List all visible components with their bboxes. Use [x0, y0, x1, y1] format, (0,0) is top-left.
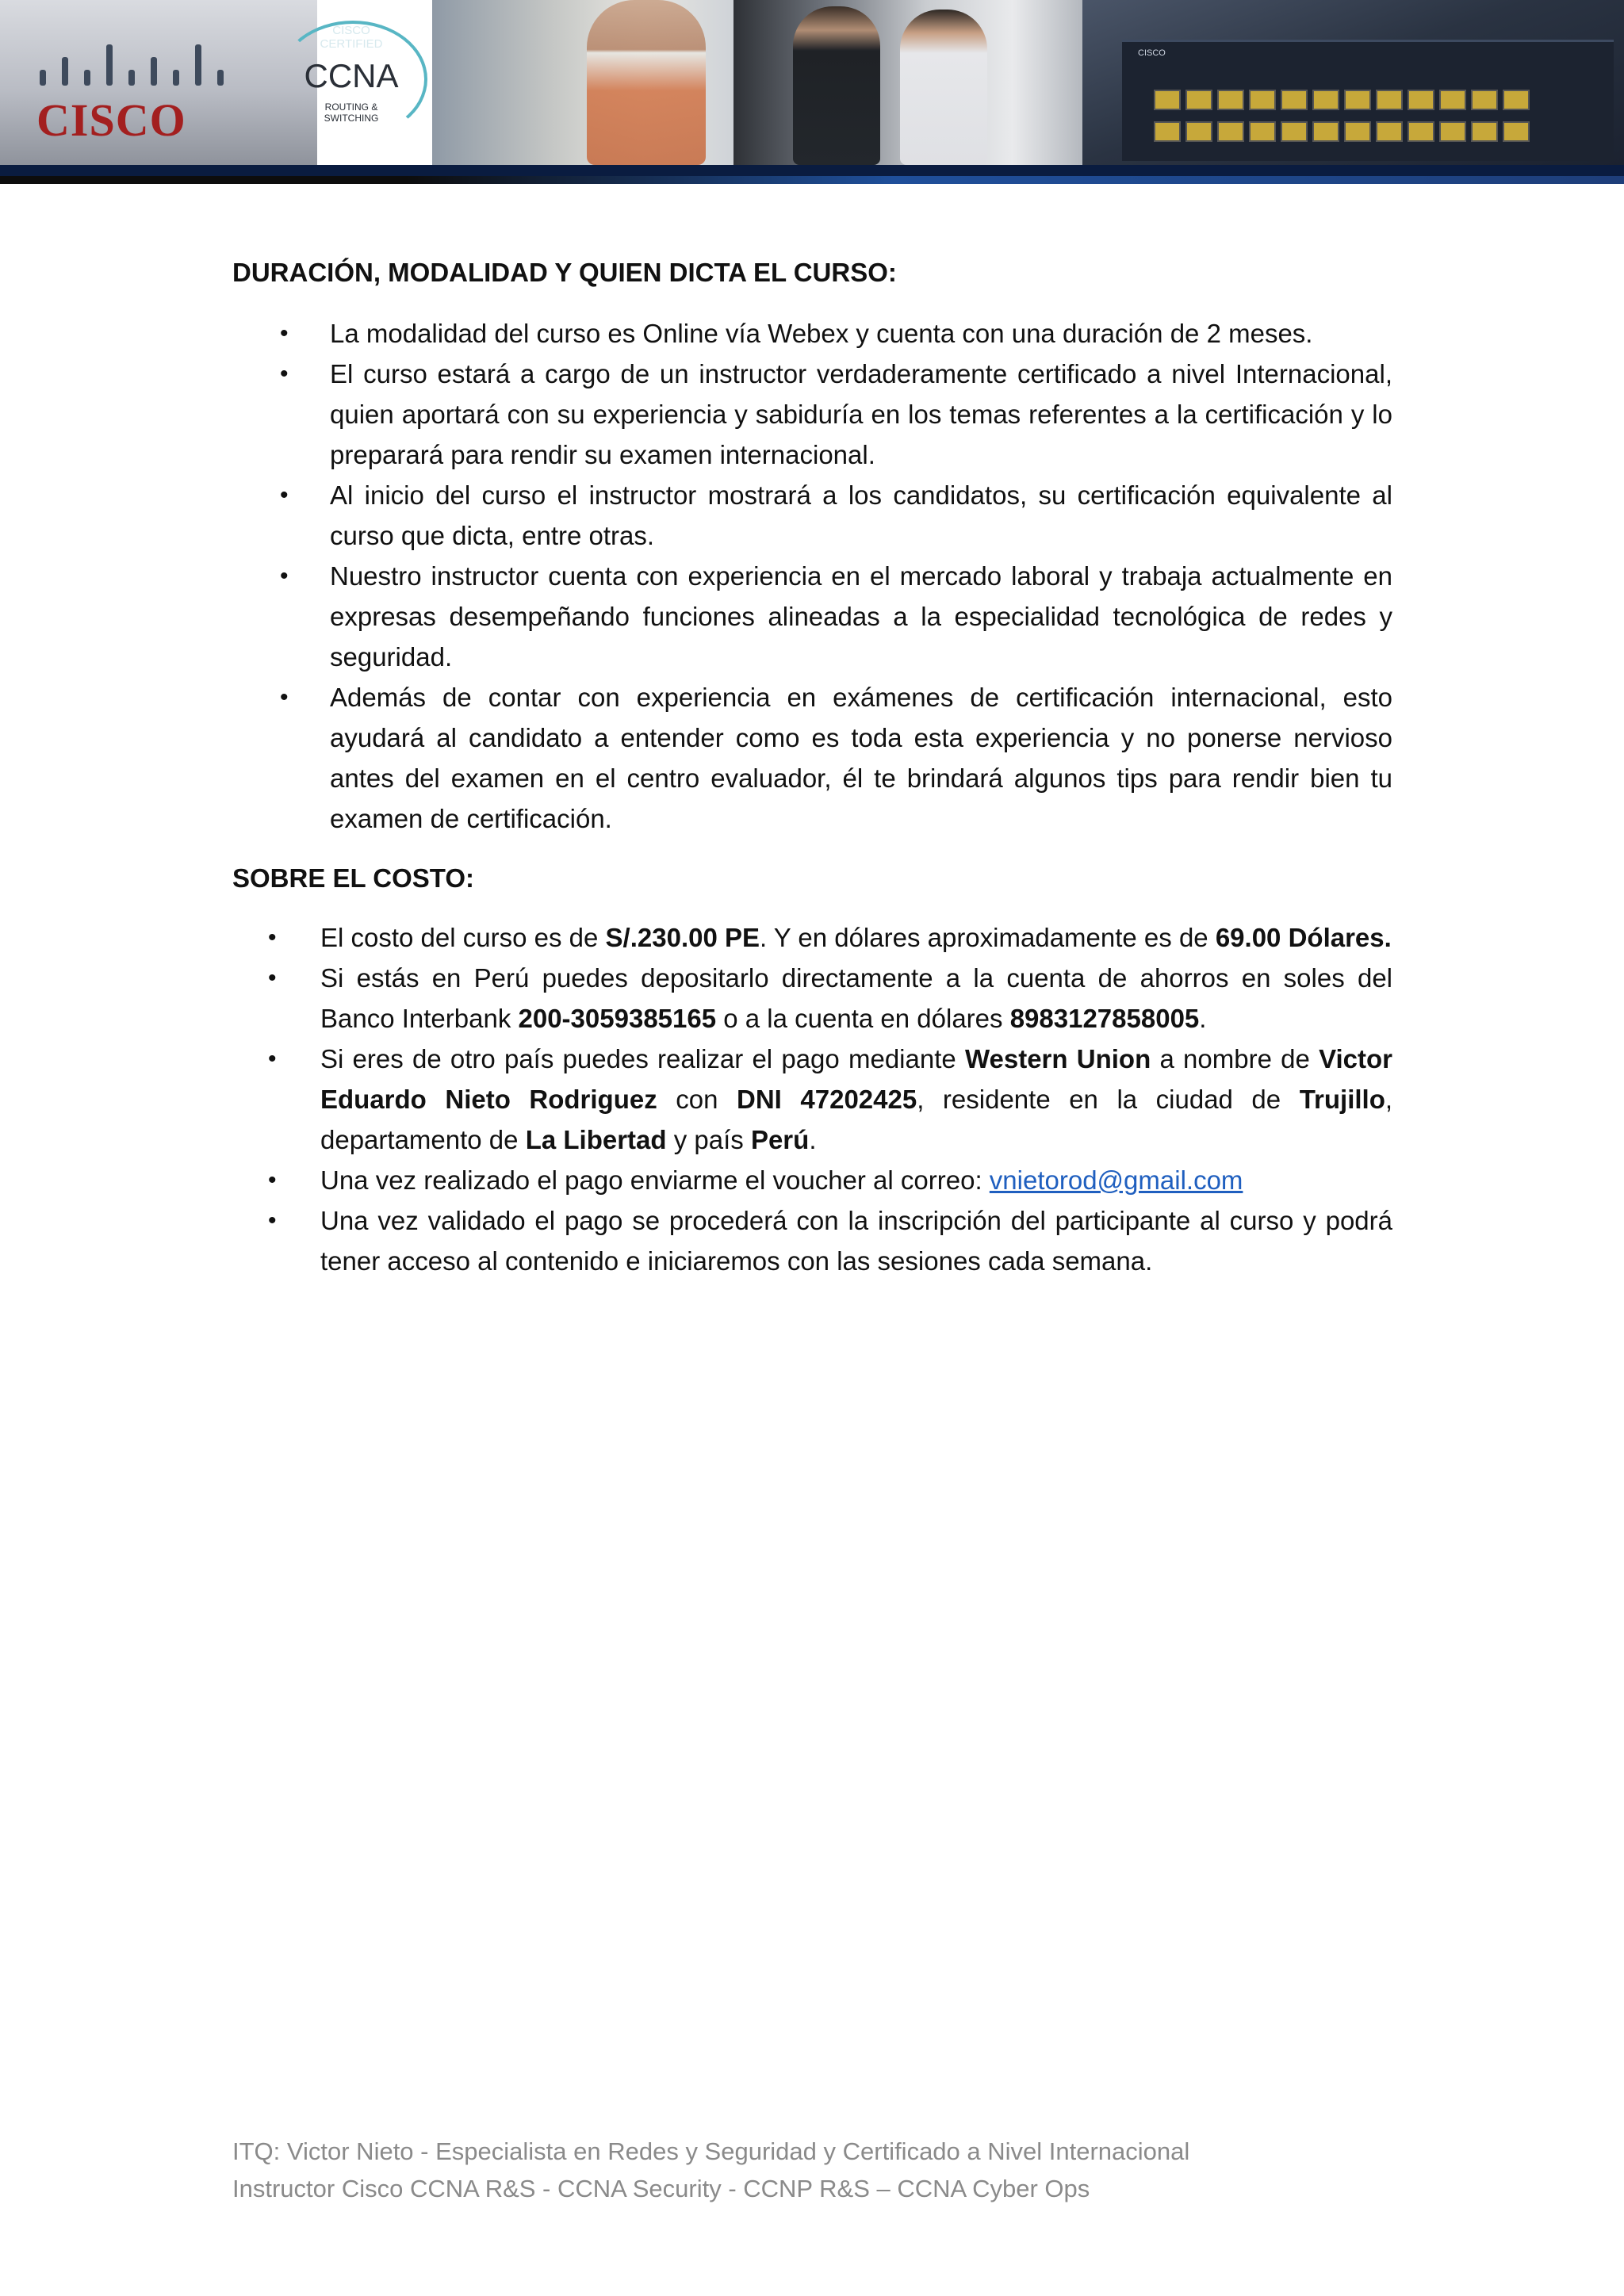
banner-photo-student	[432, 0, 733, 165]
footer-line-1: ITQ: Victor Nieto - Especialista en Redes y Seguridad y Certificado a Nivel Internacional	[232, 2137, 1190, 2165]
banner-divider	[0, 176, 1624, 184]
photo-person	[587, 0, 706, 165]
header-banner	[0, 0, 1624, 187]
price-dollars: 69.00 Dólares.	[1215, 923, 1392, 952]
network-switch-image	[1122, 40, 1614, 161]
cert-name: CCNA	[304, 57, 399, 94]
cert-track-1: ROUTING &	[324, 101, 378, 113]
cert-top-text: CISCO	[332, 24, 370, 37]
bullet-icon: •	[268, 924, 277, 951]
switch-label: CISCO	[1138, 48, 1166, 58]
duration-list	[232, 313, 1392, 839]
cisco-bridge-logo-icon	[38, 38, 228, 94]
bullet-icon: •	[280, 684, 289, 710]
list-item-enrollment: • Una vez validado el pago se procederá con la inscripción del participante al curso y podrá tener acceso al contenido e iniciaremos con las sesiones cada semana.	[232, 1200, 1392, 1281]
cert-mid-text: CERTIFIED	[320, 37, 383, 51]
photo-person	[793, 6, 880, 165]
email-link[interactable]: vnietorod@gmail.com	[989, 1165, 1243, 1195]
list-item: • Además de contar con experiencia en exámenes de certificación internacional, esto ayudará al candidato a entender como es toda esta experiencia y no ponerse nervioso antes del examen en el centro evaluador, él te brindará algunos tips para rendir bien tu examen de certificación.	[232, 677, 1392, 839]
recipient-name: Victor Eduardo Nieto Rodriguez	[320, 1044, 1392, 1114]
footer-line-2: Instructor Cisco CCNA R&S - CCNA Security - CCNP R&S – CCNA Cyber Ops	[232, 2175, 1090, 2202]
list-item: • Al inicio del curso el instructor mostrará a los candidatos, su certificación equivalente al curso que dicta, entre otras.	[232, 475, 1392, 556]
list-item: • La modalidad del curso es Online vía Webex y cuenta con una duración de 2 meses.	[232, 313, 1392, 354]
bullet-icon: •	[280, 563, 289, 589]
banner-divider	[0, 165, 1624, 176]
bullet-icon: •	[280, 361, 289, 387]
cert-track-2: SWITCHING	[324, 113, 379, 124]
price-soles: S/.230.00 PE	[605, 923, 760, 952]
list-item: • Nuestro instructor cuenta con experiencia en el mercado laboral y trabaja actualmente en expresas desempeñando funciones alineadas a la especialidad tecnológica de redes y seguridad.	[232, 556, 1392, 677]
ccna-certified-badge	[274, 16, 432, 135]
bullet-icon: •	[268, 1207, 277, 1234]
bullet-icon: •	[268, 1046, 277, 1072]
bullet-icon: •	[268, 965, 277, 991]
page-footer	[232, 2133, 1392, 2207]
document-body	[232, 252, 1392, 1281]
list-item-voucher: • Una vez realizado el pago enviarme el voucher al correo: vnietorod@gmail.com	[232, 1160, 1392, 1200]
cisco-wordmark: CISCO	[36, 94, 186, 146]
banner-photo-professionals	[733, 0, 1082, 165]
banner-photo-switch	[1082, 0, 1624, 165]
account-dollars: 8983127858005	[1009, 1004, 1200, 1033]
account-soles: 200-3059385165	[518, 1004, 717, 1033]
recipient-dni: DNI 47202425	[737, 1085, 917, 1114]
section-heading-cost: SOBRE EL COSTO:	[232, 863, 474, 893]
bullet-icon: •	[268, 1167, 277, 1193]
cost-list	[232, 917, 1392, 1281]
bullet-icon: •	[280, 482, 289, 508]
list-item: • El curso estará a cargo de un instructor verdaderamente certificado a nivel Internacional, quien aportará con su experiencia y sabiduría en los temas referentes a la certificación y lo preparará para rendir su examen internacional.	[232, 354, 1392, 475]
list-item-bank: • Si estás en Perú puedes depositarlo directamente a la cuenta de ahorros en soles del Banco Interbank 200-3059385165 o a la cuenta en dólares 8983127858005.	[232, 958, 1392, 1039]
list-item-western-union: • Si eres de otro país puedes realizar el pago mediante Western Union a nombre de Victor Eduardo Nieto Rodriguez con DNI 47202425, residente en la ciudad de Trujillo, departamento de La Libertad y país Perú.	[232, 1039, 1392, 1160]
photo-person	[900, 10, 987, 165]
list-item-price: • El costo del curso es de S/.230.00 PE. Y en dólares aproximadamente es de 69.00 Dólares.	[232, 917, 1392, 958]
section-heading-duration: DURACIÓN, MODALIDAD Y QUIEN DICTA EL CURSO:	[232, 258, 897, 287]
cisco-logo-panel	[0, 0, 317, 165]
bullet-icon: •	[280, 320, 289, 346]
